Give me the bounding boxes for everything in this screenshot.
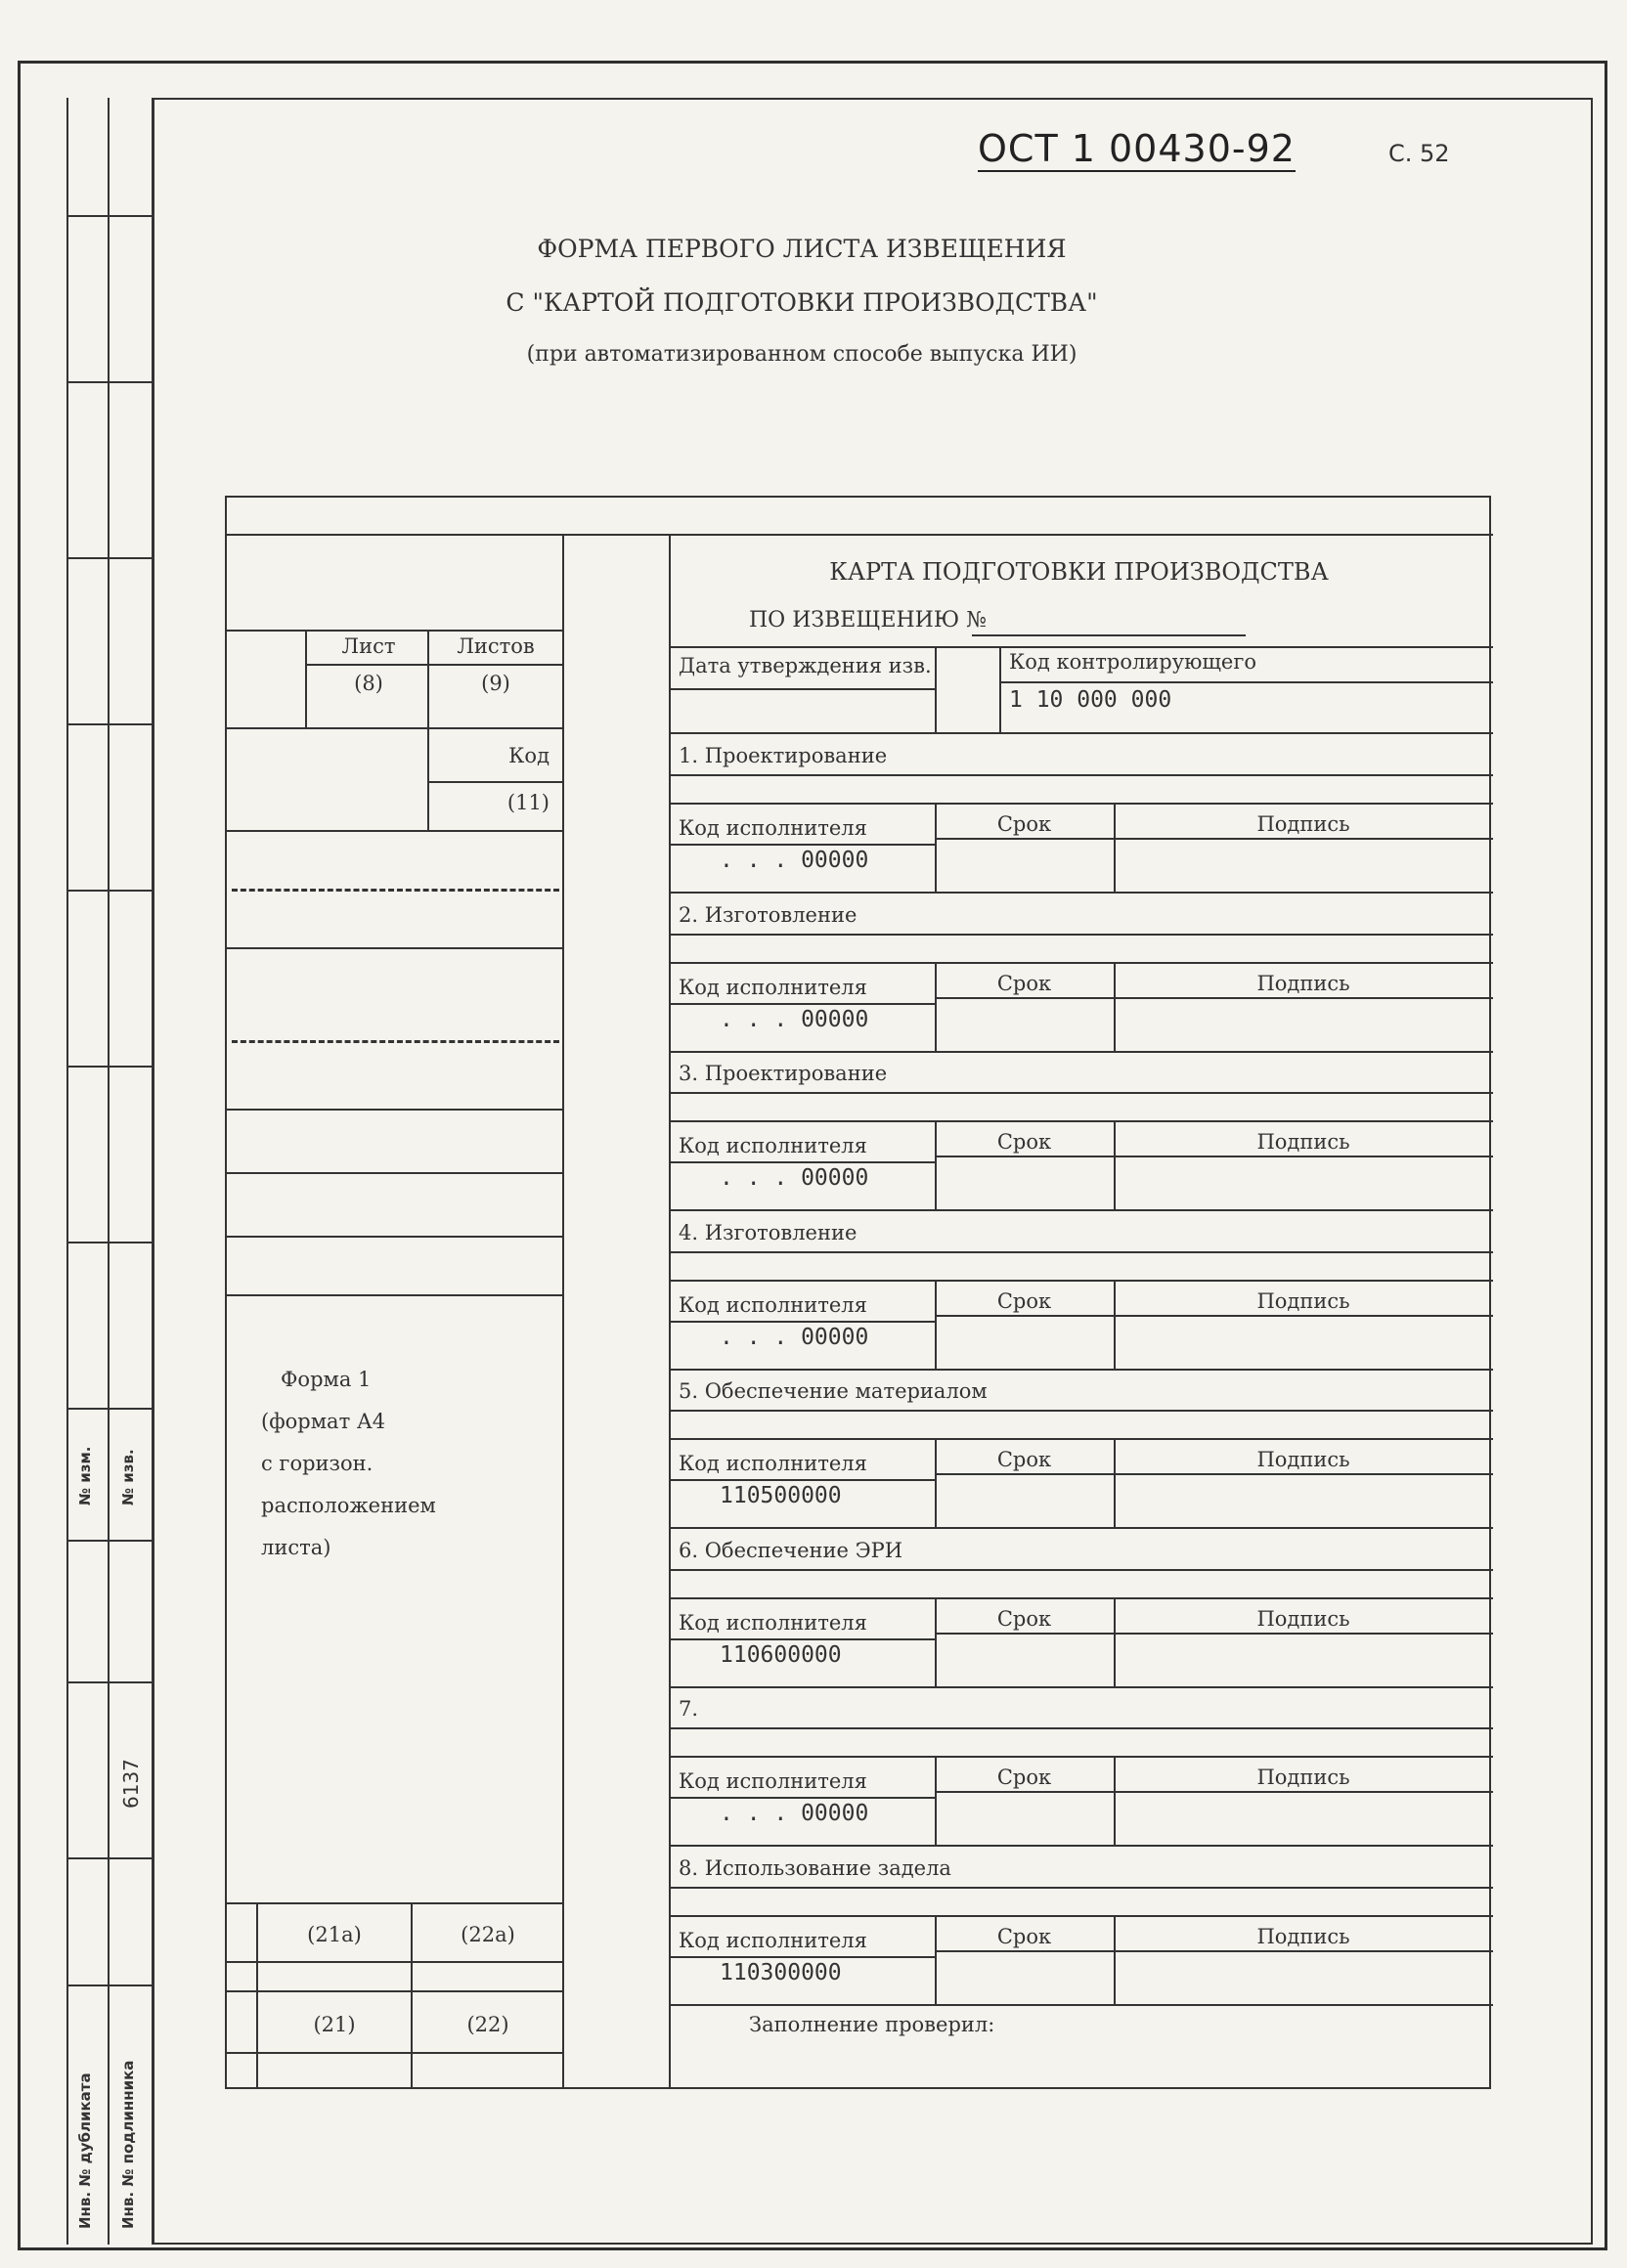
col-term-label: Срок — [996, 1448, 1052, 1471]
col-term-label: Срок — [996, 1766, 1052, 1789]
executor-code: 110500000 — [720, 1483, 842, 1508]
col-sign-label: Подпись — [1256, 1766, 1350, 1789]
col-executor-label: Код исполнителя — [679, 1134, 867, 1157]
col-sign-label: Подпись — [1256, 972, 1350, 995]
col-sign-label: Подпись — [1256, 1448, 1350, 1471]
card-subtitle: ПО ИЗВЕЩЕНИЮ № — [749, 608, 987, 632]
page-number: С. 52 — [1388, 140, 1450, 167]
field-21a: (21а) — [307, 1923, 362, 1946]
field-listov-value: (9) — [481, 672, 510, 695]
col-executor-label: Код исполнителя — [679, 1611, 867, 1635]
side-label-dublikat: Инв. № дубликата — [76, 2072, 94, 2229]
col-executor-label: Код исполнителя — [679, 1929, 867, 1952]
col-executor-label: Код исполнителя — [679, 816, 867, 840]
col-term-label: Срок — [996, 1130, 1052, 1154]
form-note-line-5: листа) — [261, 1536, 331, 1559]
form-note-line-1: Форма 1 — [281, 1368, 372, 1391]
form-note-line-3: с горизон. — [261, 1452, 374, 1475]
executor-code: . . . 00000 — [720, 848, 869, 873]
field-list-value: (8) — [354, 672, 383, 695]
section-title: 5. Обеспечение материалом — [679, 1379, 988, 1403]
field-kod-value: (11) — [506, 791, 550, 814]
section-title: 4. Изготовление — [679, 1221, 857, 1244]
executor-code: . . . 00000 — [720, 1325, 869, 1350]
field-22a: (22а) — [461, 1923, 515, 1946]
side-value-podlinnik: 6137 — [119, 1759, 143, 1809]
form-note-line-4: расположением — [261, 1494, 436, 1517]
executor-code: . . . 00000 — [720, 1165, 869, 1191]
side-label-vzam: № изм. — [76, 1446, 94, 1505]
col-executor-label: Код исполнителя — [679, 976, 867, 999]
field-listov-label: Листов — [457, 634, 535, 658]
col-term-label: Срок — [996, 972, 1052, 995]
date-label: Дата утверждения изв. — [679, 654, 932, 677]
col-sign-label: Подпись — [1256, 1925, 1350, 1948]
title-line-2: С "КАРТОЙ ПОДГОТОВКИ ПРОИЗВОДСТВА" — [506, 288, 1098, 317]
col-executor-label: Код исполнителя — [679, 1452, 867, 1475]
standard-number: ОСТ 1 00430-92 — [978, 127, 1296, 170]
col-executor-label: Код исполнителя — [679, 1769, 867, 1793]
control-code: 1 10 000 000 — [1009, 687, 1172, 713]
col-term-label: Срок — [996, 812, 1052, 836]
form-table — [225, 496, 1491, 2089]
field-kod-label: Код — [508, 744, 550, 767]
col-executor-label: Код исполнителя — [679, 1293, 867, 1317]
field-21: (21) — [313, 2013, 356, 2036]
field-22: (22) — [466, 2013, 509, 2036]
field-list-label: Лист — [341, 634, 396, 658]
executor-code: 110300000 — [720, 1960, 842, 1985]
executor-code: 110600000 — [720, 1642, 842, 1668]
section-title: 7. — [679, 1697, 699, 1721]
col-term-label: Срок — [996, 1289, 1052, 1313]
control-label: Код контролирующего — [1009, 650, 1256, 674]
section-title: 6. Обеспечение ЭРИ — [679, 1539, 903, 1562]
form-note-line-2: (формат А4 — [261, 1410, 386, 1433]
side-label-izv: № изв. — [119, 1449, 137, 1505]
executor-code: . . . 00000 — [720, 1007, 869, 1032]
section-title: 8. Использование задела — [679, 1856, 951, 1880]
footer-checked: Заполнение проверил: — [749, 2013, 995, 2036]
col-term-label: Срок — [996, 1925, 1052, 1948]
section-title: 1. Проектирование — [679, 744, 888, 767]
col-sign-label: Подпись — [1256, 1289, 1350, 1313]
section-title: 2. Изготовление — [679, 903, 857, 927]
side-label-podlinnik: Инв. № подлинника — [119, 2060, 137, 2229]
executor-code: . . . 00000 — [720, 1801, 869, 1826]
col-sign-label: Подпись — [1256, 812, 1350, 836]
section-title: 3. Проектирование — [679, 1062, 888, 1085]
title-line-1: ФОРМА ПЕРВОГО ЛИСТА ИЗВЕЩЕНИЯ — [537, 235, 1067, 263]
card-title: КАРТА ПОДГОТОВКИ ПРОИЗВОДСТВА — [829, 558, 1329, 586]
col-sign-label: Подпись — [1256, 1130, 1350, 1154]
col-sign-label: Подпись — [1256, 1607, 1350, 1631]
col-term-label: Срок — [996, 1607, 1052, 1631]
side-strip — [66, 98, 154, 2245]
title-line-3: (при автоматизированном способе выпуска ИИ) — [526, 342, 1077, 367]
